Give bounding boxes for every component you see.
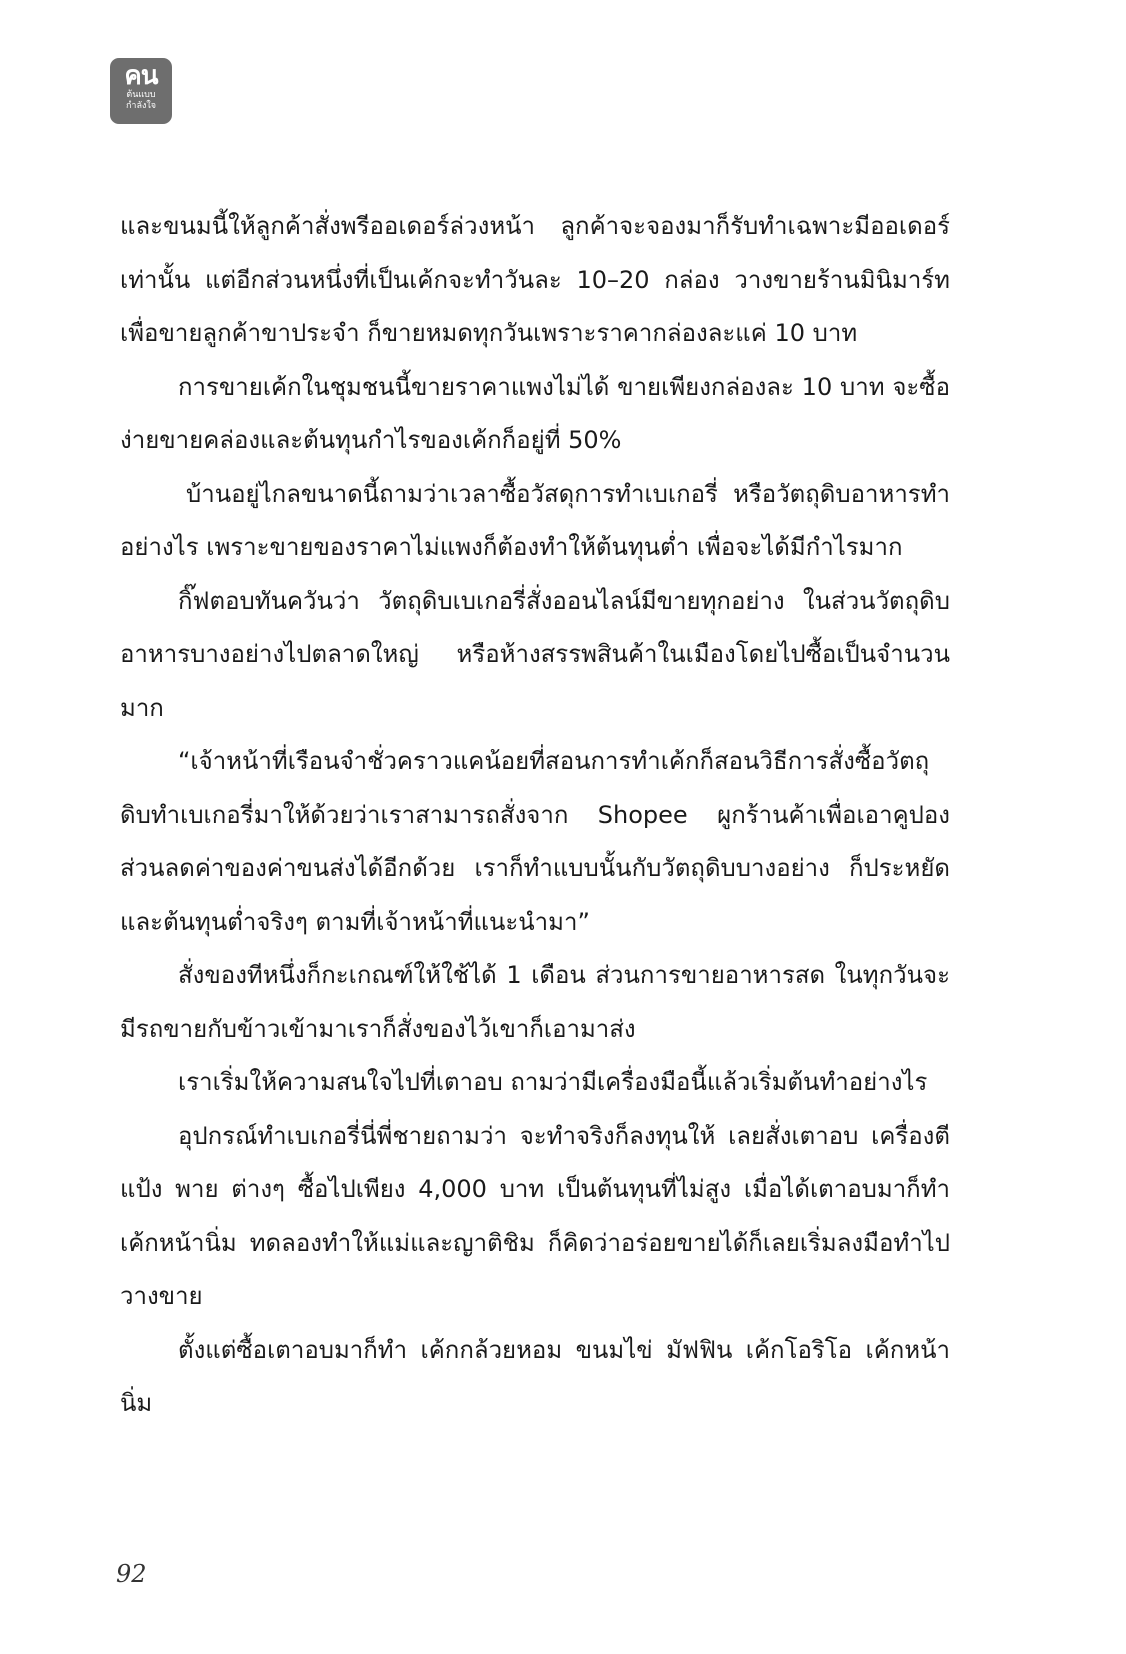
logo-sub-text-1: ต้นแบบ (126, 90, 156, 100)
paragraph: สั่งของทีหนึ่งก็กะเกณฑ์ให้ใช้ได้ 1 เดือน ส่วนการขายอาหารสด ในทุกวันจะมีรถขายกับข้าวเข้ามาเราก็สั่งของไว้เขาก็เอามาส่ง (120, 961, 950, 1043)
book-series-logo (110, 58, 172, 124)
paragraph: เราเริ่มให้ความสนใจไปที่เตาอบ ถามว่ามีเครื่องมือนี้แล้วเริ่มต้นทำอย่างไร (178, 1068, 928, 1096)
paragraph: บ้านอยู่ไกลขนาดนี้ถามว่าเวลาซื้อวัสดุการทำเบเกอรี่ หรือวัตถุดิบอาหารทำอย่างไร เพราะขายของราคาไม่แพงก็ต้องทำให้ต้นทุนต่ำ เพื่อจะได้มีกำไรมาก (120, 479, 950, 561)
logo-main-text: คน (124, 61, 158, 91)
paragraph: และขนมนี้ให้ลูกค้าสั่งพรีออเดอร์ล่วงหน้า ลูกค้าจะจองมาก็รับทำเฉพาะมีออเดอร์เท่านั้น แต่อีกส่วนหนึ่งที่เป็นเค้กจะทำวันละ 10–20 กล่อง วางขายร้านมินิมาร์ทเพื่อขายลูกค้าขาประจำ ก็ขายหมดทุกวันเพราะราคากล่องละแค่ 10 บาท (120, 212, 950, 347)
page-number: 92 (116, 1560, 147, 1588)
paragraph: ตั้งแต่ซื้อเตาอบมาก็ทำ เค้กกล้วยหอม ขนมไข่ มัฟฟิน เค้กโอริโอ เค้กหน้านิ่ม (120, 1335, 950, 1417)
paragraph: การขายเค้กในชุมชนนี้ขายราคาแพงไม่ได้ ขายเพียงกล่องละ 10 บาท จะซื้อง่ายขายคล่องและต้นทุนกำไรของเค้กก็อยู่ที่ 50% (120, 372, 950, 454)
paragraph: กิ๊ฟตอบทันควันว่า วัตถุดิบเบเกอรี่สั่งออนไลน์มีขายทุกอย่าง ในส่วนวัตถุดิบอาหารบางอย่างไปตลาดใหญ่ หรือห้างสรรพสินค้าในเมืองโดยไปซื้อเป็นจำนวนมาก (120, 586, 950, 722)
logo-sub-text-2: กำลังใจ (125, 101, 157, 111)
quote-paragraph: “เจ้าหน้าที่เรือนจำชั่วคราวแคน้อยที่สอนการทำเค้กก็สอนวิธีการสั่งซื้อวัตถุดิบทำเบเกอรี่มาให้ด้วยว่าเราสามารถสั่งจาก Shopee ผูกร้านค้าเพื่อเอาคูปองส่วนลดค่าของค่าขนส่งได้อีกด้วย เราก็ทำแบบนั้นกับวัตถุดิบบางอย่าง ก็ประหยัดและต้นทุนต่ำจริงๆ ตามที่เจ้าหน้าที่แนะนำมา” (120, 747, 950, 936)
paragraph: อุปกรณ์ทำเบเกอรี่นี่พี่ชายถามว่า จะทำจริงก็ลงทุนให้ เลยสั่งเตาอบ เครื่องตีแป้ง พาย ต่างๆ ซื้อไปเพียง 4,000 บาท เป็นต้นทุนที่ไม่สูง เมื่อได้เตาอบมาก็ทำเค้กหน้านิ่ม ทดลองทำให้แม่และญาติชิม ก็คิดว่าอร่อยขายได้ก็เลยเริ่มลงมือทำไปวางขาย (120, 1121, 950, 1310)
page-body (120, 200, 950, 1431)
